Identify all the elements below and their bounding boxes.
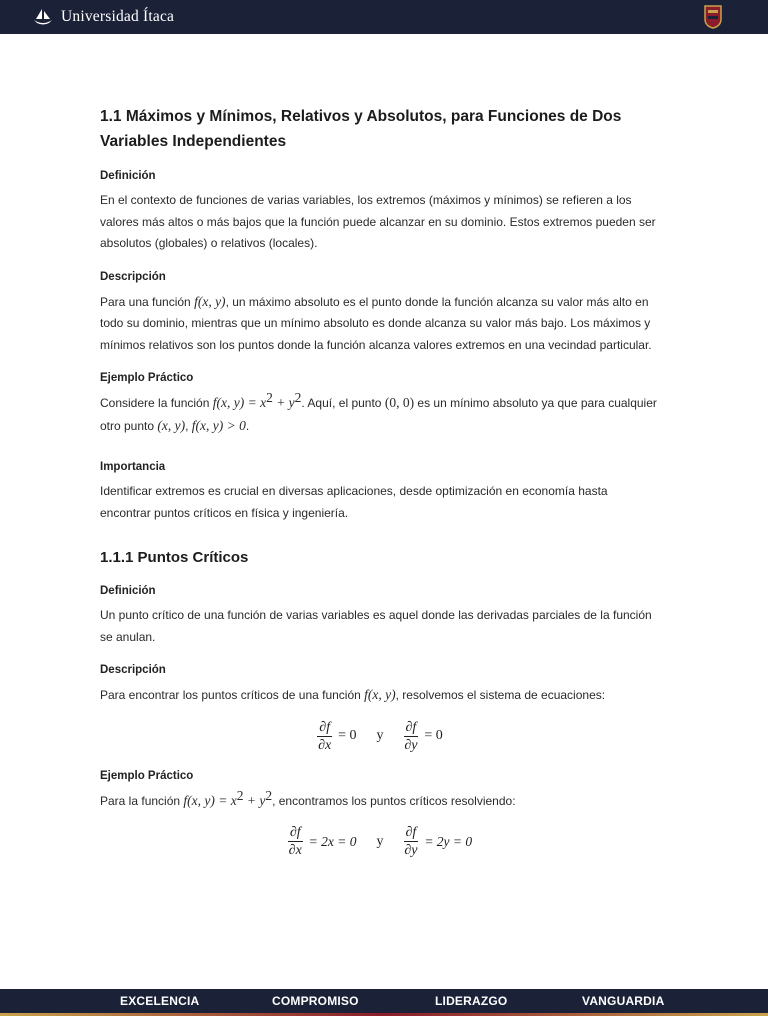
description-heading: Descripción	[100, 270, 166, 283]
example-heading-2: Ejemplo Práctico	[100, 769, 194, 782]
brand-name: Universidad Ítaca	[61, 8, 175, 25]
fraction-df-dx: $\frac{\partial f}{\partial x}$	[318, 719, 332, 753]
footer-value-excelencia: EXCELENCIA	[120, 994, 200, 1008]
example-text-2: Para la función f(x, $y) = x^2 + y^2$, encontramos los puntos críticos resolviendo:	[100, 787, 516, 808]
ship-logo-icon	[32, 7, 54, 27]
description-heading-2: Descripción	[100, 664, 166, 676]
importance-heading: Importancia	[100, 461, 166, 473]
example-text: Considere la función f(x, $y) = x^2 + y^2$. Aquí, el punto (0, 0) es un mínimo absoluto ya que para cualquier otro punto (x, y), f(x, y) > 0.	[100, 390, 657, 433]
footer-value-compromiso: COMPROMISO	[272, 994, 359, 1008]
fraction-df-dy: $\frac{\partial f}{\partial y}$	[404, 825, 418, 858]
definition-heading: Definición	[100, 170, 156, 182]
definition-text-2: Un punto crítico de una función de varias variables es aquel donde las derivadas parciales de la función se anulan.	[100, 608, 652, 644]
footer-value-liderazgo: LIDERAZGO	[435, 994, 508, 1008]
section-title-1-1-1: 1.1.1 Puntos Críticos	[100, 549, 249, 566]
footer-bar	[0, 989, 768, 1013]
section-title-1-1: 1.1 Máximos y Mínimos, Relativos y Absolutos, para Funciones de Dos Variables Independientes	[100, 108, 622, 150]
definition-heading-2: Definición	[100, 585, 156, 597]
top-bar	[0, 0, 768, 34]
equation-partials-zero: $\frac{\partial f}{\partial x}$ = 0 y $\frac{\partial f}{\partial y}$ = 0	[318, 719, 443, 753]
footer-value-vanguardia: VANGUARDIA	[582, 994, 665, 1008]
example-heading: Ejemplo Práctico	[100, 372, 194, 384]
fraction-df-dy: $\frac{\partial f}{\partial y}$	[404, 719, 418, 753]
definition-text: En el contexto de funciones de varias variables, los extremos (máximos y mínimos) se refieren a los valores más altos o más bajos que la función puede alcanzar en su dominio. Estos extremos pueden ser absolutos (globales) o relativos (locales).	[100, 193, 656, 250]
crest-icon	[704, 5, 722, 29]
footer-accent-line	[0, 1013, 768, 1016]
brand	[32, 7, 174, 27]
description-text-2: Para encontrar los puntos críticos de una función f(x, y), resolvemos el sistema de ecuaciones:	[100, 687, 606, 702]
document-body	[100, 104, 660, 863]
description-text: Para una función f(x, y), un máximo absoluto es el punto donde la función alcanza su valor más alto en todo su dominio, mientras que un mínimo absoluto es donde alcanza su valor más bajo. Los máximos y mínimos relativos son los puntos donde la función alcanza valores extremos en una vecindad particular.	[100, 293, 652, 352]
equation-partials-example: $\frac{\partial f}{\partial x}$ = 2x = 0 y $\frac{\partial f}{\partial y}$ = 2y = 0	[288, 825, 473, 858]
fraction-df-dx: $\frac{\partial f}{\partial x}$	[288, 825, 302, 858]
importance-text: Identificar extremos es crucial en diversas aplicaciones, desde optimización en economía hasta encontrar puntos críticos en física y ingeniería.	[100, 484, 608, 520]
